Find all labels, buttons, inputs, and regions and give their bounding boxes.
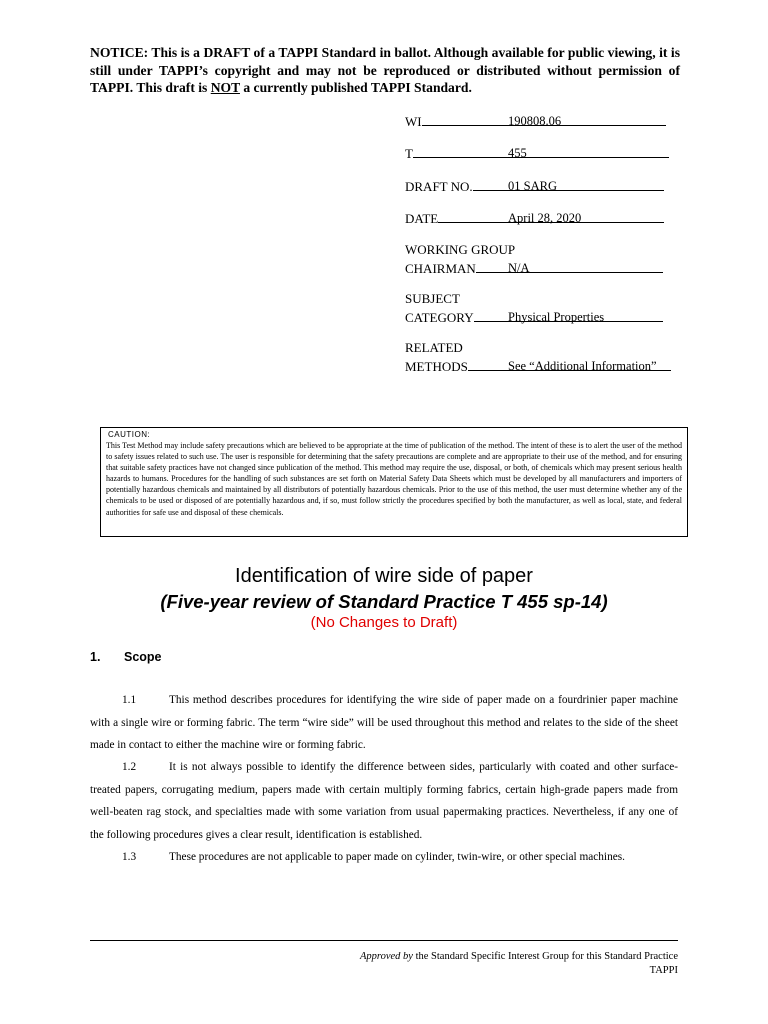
meta-related-value: See “Additional Information” <box>508 359 657 373</box>
meta-wi-value: 190808.06 <box>508 114 562 128</box>
caution-title: CAUTION: <box>108 430 151 439</box>
meta-draft-no <box>405 177 664 196</box>
paragraph-text: It is not always possible to identify the difference between sides, particularly with coated and other surface-treated papers, corrugating medium, papers made with certain multiply forming fabrics, certain high-grade papers made from well-beaten rag stock, and specialties made with some variation from usual papermaking practices. Nevertheless, if any one of the following procedures gives a clear result, identification is established. <box>90 761 678 841</box>
meta-related-label-2: METHODS <box>405 359 468 374</box>
meta-subject <box>405 290 663 327</box>
meta-subject-label-2: CATEGORY <box>405 310 474 325</box>
caution-body: This Test Method may include safety precautions which are believed to be appropriate at the time of publication of the method. The intent of these is to alert the user of the method to safety issues related to such use. The user is responsible for determining that the safety precautions are complete and are appropriate to their use of the method, and for ensuring that suitable safety practices have not changed since publication of the method. This method may require the use, disposal, or both, of chemicals which may present serious health hazards to humans. Procedures for the handling of such substances are set forth on Material Safety Data Sheets which must be developed by all manufacturers and importers of potentially hazardous chemicals and maintained by all distributors of potentially hazardous chemicals. Prior to the use of this method, the user must determine whether any of the chemicals to be used or disposed of are potentially hazardous and, if so, must follow strictly the procedures specified by both the manufacturer, as well as local, state, and federal authorities for safe use and disposal of these chemicals. <box>106 441 682 517</box>
footer-approval <box>360 950 678 964</box>
document-subtitle: (Five-year review of Standard Practice T 455 sp-14) <box>160 591 608 612</box>
section-title: Scope <box>124 650 162 664</box>
meta-related <box>405 339 671 376</box>
meta-subject-label-1: SUBJECT <box>405 291 460 306</box>
section-heading-scope <box>90 648 162 666</box>
meta-wi-label: WI <box>405 114 422 129</box>
paragraph-number: 1.1 <box>122 694 137 706</box>
footer-divider <box>90 940 678 941</box>
paragraph-number: 1.3 <box>122 851 137 863</box>
footer-approval-text: the Standard Specific Interest Group for this Standard Practice <box>412 951 678 962</box>
footer-approved-by: Approved by <box>359 951 413 962</box>
meta-working-group <box>405 241 663 278</box>
caution-box <box>100 427 688 537</box>
meta-t-label: T <box>405 146 413 161</box>
meta-draft-no-label: DRAFT NO. <box>405 179 473 194</box>
meta-working-group-value: N/A <box>508 261 530 275</box>
meta-subject-value: Physical Properties <box>508 310 605 324</box>
draft-notice <box>90 44 680 97</box>
meta-date-value: April 28, 2020 <box>508 211 582 225</box>
meta-wi <box>405 112 666 131</box>
meta-t-value: 455 <box>508 146 527 160</box>
document-change-note: (No Changes to Draft) <box>310 614 458 631</box>
scope-paragraph-1-2 <box>90 756 678 846</box>
meta-t <box>405 144 669 163</box>
document-title: Identification of wire side of paper <box>235 565 533 587</box>
paragraph-number: 1.2 <box>122 761 137 773</box>
footer-org: TAPPI <box>649 965 678 976</box>
scope-paragraph-1-3 <box>90 846 678 869</box>
scope-paragraph-1-1 <box>90 689 678 757</box>
meta-draft-no-value: 01 SARG <box>508 179 557 193</box>
notice-text-part2: a currently published TAPPI Standard. <box>239 80 472 95</box>
meta-working-group-label-2: CHAIRMAN <box>405 261 476 276</box>
paragraph-text: These procedures are not applicable to paper made on cylinder, twin-wire, or other special machines. <box>169 851 625 863</box>
meta-date <box>405 209 664 228</box>
meta-working-group-label-1: WORKING GROUP <box>405 242 516 257</box>
paragraph-text: This method describes procedures for identifying the wire side of paper made on a fourdrinier paper machine with a single wire or forming fabric. The term “wire side” will be used throughout this method and relates to the side of the sheet made in contact to either the machine wire or forming fabric. <box>90 694 678 751</box>
meta-date-label: DATE <box>405 211 439 226</box>
notice-text-part1: NOTICE: This is a DRAFT of a TAPPI Standard in ballot. Although available for public viewing, it is still under TAPPI’s copyright and may not be reproduced or distributed without permission of TAPPI. This draft is <box>90 45 680 95</box>
section-number: 1. <box>90 650 101 664</box>
meta-related-label-1: RELATED <box>405 340 463 355</box>
notice-underlined-word: NOT <box>210 80 240 95</box>
